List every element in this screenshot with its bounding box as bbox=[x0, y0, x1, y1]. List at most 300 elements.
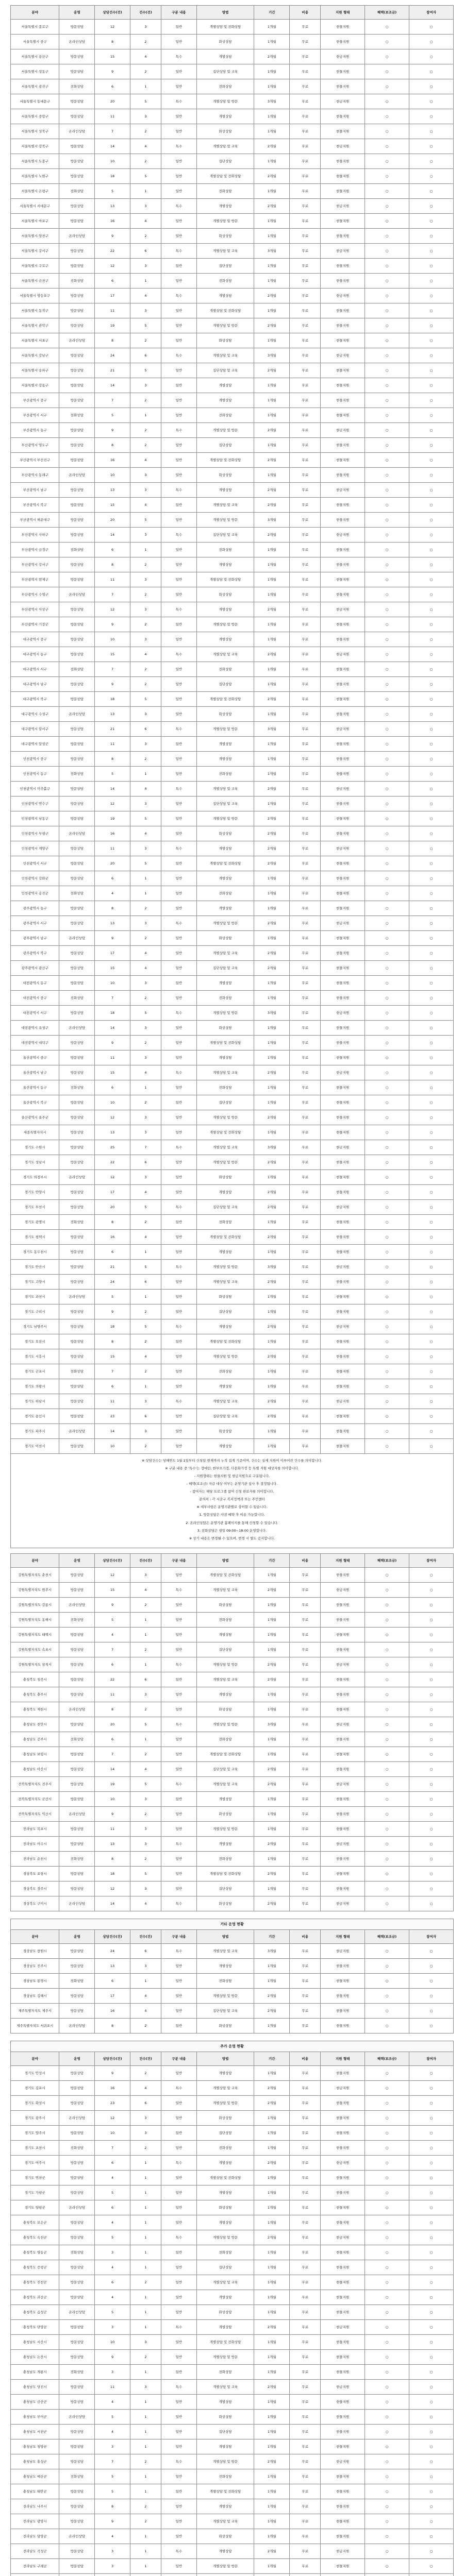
table-row bbox=[11, 303, 454, 318]
table-cell: ○ bbox=[409, 1290, 454, 1304]
table-cell: 개별상담 및 전화상담 bbox=[196, 20, 254, 35]
table-cell: 2 bbox=[130, 1095, 161, 1110]
table-cell: 현물지원 bbox=[321, 1215, 365, 1230]
table-row bbox=[11, 2469, 454, 2484]
table-cell: 방문상담 bbox=[59, 139, 95, 154]
table-cell: 2개월 bbox=[254, 916, 290, 931]
table-cell: 5 bbox=[95, 2185, 130, 2200]
table-cell: 무료 bbox=[290, 274, 321, 289]
table-row bbox=[11, 2185, 454, 2200]
table-cell: 현물지원 bbox=[321, 2018, 365, 2033]
table-cell: 1개월 bbox=[254, 2290, 290, 2304]
table-row bbox=[11, 289, 454, 303]
table-cell: 개별상담 및 교육 bbox=[196, 2275, 254, 2290]
table-cell: 방문상담 bbox=[59, 1747, 95, 1761]
table-cell: 인천광역시 옹진군 bbox=[11, 886, 59, 901]
table-cell: ○ bbox=[365, 1776, 409, 1791]
table-row bbox=[11, 543, 454, 557]
table-cell: 1개월 bbox=[254, 2424, 290, 2439]
table-cell: 광주광역시 광산구 bbox=[11, 961, 59, 976]
table-cell: 방문상담 bbox=[59, 1866, 95, 1881]
table-cell: 경기도 화성시 bbox=[11, 2095, 59, 2110]
table-cell: 현물지원 bbox=[321, 1080, 365, 1095]
table-cell: 방문상담 bbox=[59, 1717, 95, 1732]
table-cell: ○ bbox=[409, 1672, 454, 1687]
table-cell: 방문상담 bbox=[59, 1110, 95, 1125]
table-cell: 3 bbox=[130, 1050, 161, 1065]
table-cell: 서울특별시 노원구 bbox=[11, 169, 59, 184]
table-cell: 무료 bbox=[290, 1702, 321, 1717]
table-body bbox=[11, 1567, 454, 1911]
table-cell: ○ bbox=[365, 1140, 409, 1155]
table-cell: 1개월 bbox=[254, 2170, 290, 2185]
table-cell: 전화상담 bbox=[196, 1973, 254, 1988]
table-cell: 무료 bbox=[290, 662, 321, 677]
table-cell: ○ bbox=[365, 79, 409, 94]
column-header: 상담건수(건) bbox=[95, 6, 130, 20]
table-cell: 전화상담 bbox=[59, 2245, 95, 2260]
table-cell: 화상상담 bbox=[196, 931, 254, 946]
table-cell: 전화상담 bbox=[59, 79, 95, 94]
table-cell: 서울특별시 은평구 bbox=[11, 184, 59, 199]
table-cell: 현금지원 bbox=[321, 483, 365, 498]
table-row bbox=[11, 348, 454, 363]
table-cell: ○ bbox=[365, 1215, 409, 1230]
table-cell: 12 bbox=[95, 259, 130, 274]
table-cell: 무료 bbox=[290, 49, 321, 64]
table-cell: 1개월 bbox=[254, 1732, 290, 1747]
table-cell: 일반 bbox=[161, 2245, 197, 2260]
table-cell: 8 bbox=[95, 1215, 130, 1230]
table-cell: ○ bbox=[409, 274, 454, 289]
table-cell: 11 bbox=[95, 841, 130, 856]
table-cell: 6 bbox=[130, 722, 161, 737]
table-cell: ○ bbox=[365, 363, 409, 378]
table-cell: 무료 bbox=[290, 423, 321, 438]
table-row bbox=[11, 79, 454, 94]
table-cell: 서울특별시 서초구 bbox=[11, 333, 59, 348]
column-header: 기간 bbox=[254, 2052, 290, 2065]
table-cell: ○ bbox=[365, 1597, 409, 1612]
table-cell: 전북특별자치도 익산시 bbox=[11, 1806, 59, 1821]
table-cell: ○ bbox=[409, 408, 454, 423]
table-cell: 무료 bbox=[290, 303, 321, 318]
table-cell: 현물지원 bbox=[321, 1155, 365, 1170]
table-cell: 방문상담 bbox=[59, 1304, 95, 1319]
table-cell: 현물지원 bbox=[321, 363, 365, 378]
table-cell: 개별상담 및 교육 bbox=[196, 1140, 254, 1155]
table-cell: 1 bbox=[130, 2409, 161, 2424]
table-cell: 개별상담 및 교육 bbox=[196, 1394, 254, 1409]
table-cell: ○ bbox=[365, 617, 409, 632]
table-cell: 무료 bbox=[290, 1125, 321, 1140]
table-cell: 전화상담 bbox=[196, 767, 254, 782]
table-row bbox=[11, 1424, 454, 1439]
table-cell: ○ bbox=[409, 1958, 454, 1973]
table-row bbox=[11, 438, 454, 453]
table-cell: 방문상담 bbox=[59, 2499, 95, 2514]
table-cell: 집단상담 및 교육 bbox=[196, 363, 254, 378]
table-cell: 10 bbox=[95, 976, 130, 991]
table-cell: 전라남도 순천시 bbox=[11, 1851, 59, 1866]
table-cell: ○ bbox=[365, 199, 409, 214]
table-cell: 3 bbox=[95, 2544, 130, 2558]
table-cell: 방문상담 bbox=[59, 961, 95, 976]
table-cell: 부산광역시 강서구 bbox=[11, 557, 59, 572]
table-cell: ○ bbox=[365, 49, 409, 64]
table-cell: 3 bbox=[130, 303, 161, 318]
table-cell: 현물지원 bbox=[321, 587, 365, 602]
table-cell: 전화상담 bbox=[59, 2469, 95, 2484]
table-cell: ○ bbox=[365, 124, 409, 139]
table-cell: 서울특별시 종로구 bbox=[11, 20, 59, 35]
table-cell: 2 bbox=[130, 1747, 161, 1761]
table-row bbox=[11, 154, 454, 169]
table-cell: 방문상담 bbox=[59, 2230, 95, 2245]
table-cell: ○ bbox=[409, 782, 454, 796]
table-cell: 일반 bbox=[161, 2290, 197, 2304]
table-cell: 현물지원 bbox=[321, 1732, 365, 1747]
table-row bbox=[11, 2125, 454, 2140]
table-cell: 방문상담 bbox=[59, 453, 95, 468]
table-cell: 1 bbox=[130, 274, 161, 289]
table-cell: ○ bbox=[365, 796, 409, 811]
table-cell: 방문상담 bbox=[59, 1200, 95, 1215]
table-cell: 개별상담 및 방문 bbox=[196, 1260, 254, 1275]
table-cell: 3 bbox=[130, 1791, 161, 1806]
table-cell: 18 bbox=[95, 1319, 130, 1334]
table-cell: 화상상담 bbox=[196, 2409, 254, 2424]
table-row bbox=[11, 752, 454, 767]
table-cell: 개별상담 및 방문 bbox=[196, 1006, 254, 1021]
table-row bbox=[11, 557, 454, 572]
table-cell: 일반 bbox=[161, 976, 197, 991]
table-cell: 일반 bbox=[161, 2260, 197, 2275]
table-cell: 무료 bbox=[290, 1582, 321, 1597]
table-cell: 방문상담 bbox=[59, 572, 95, 587]
table-cell: 1 bbox=[130, 1732, 161, 1747]
table-cell: 방문상담 bbox=[59, 438, 95, 453]
table-cell: 3 bbox=[130, 916, 161, 931]
table-cell: 2 bbox=[130, 154, 161, 169]
table-cell: 17 bbox=[95, 1185, 130, 1200]
table-cell: 일반 bbox=[161, 109, 197, 124]
table-cell: 2 bbox=[130, 1304, 161, 1319]
table-cell: 1개월 bbox=[254, 259, 290, 274]
table-cell: ○ bbox=[365, 1582, 409, 1597]
table-cell: ○ bbox=[409, 1140, 454, 1155]
notice-line: 3. 전화상담은 평일 09:00~18:00 운영합니다. bbox=[197, 1528, 267, 1533]
table-cell: ○ bbox=[365, 2140, 409, 2155]
table-cell: 화상상담 bbox=[196, 826, 254, 841]
table-cell: 7 bbox=[95, 2454, 130, 2469]
table-cell: 특수 bbox=[161, 2080, 197, 2095]
table-cell: ○ bbox=[365, 2514, 409, 2529]
table-cell: 13 bbox=[95, 1125, 130, 1140]
table-cell: 집단상담 및 교육 bbox=[196, 2003, 254, 2018]
table-cell: 3개월 bbox=[254, 1717, 290, 1732]
table-cell: ○ bbox=[365, 1642, 409, 1657]
table-cell: 일반 bbox=[161, 169, 197, 184]
table-cell: 1 bbox=[130, 2245, 161, 2260]
table-cell: 2 bbox=[130, 2514, 161, 2529]
table-cell: 2 bbox=[130, 2499, 161, 2514]
table-cell: ○ bbox=[365, 1717, 409, 1732]
table-cell: 현물지원 bbox=[321, 229, 365, 244]
table-cell: 일반 bbox=[161, 632, 197, 647]
table-cell: 방문상담 bbox=[59, 1988, 95, 2003]
table-cell: 현물지원 bbox=[321, 1973, 365, 1988]
table-cell: ○ bbox=[409, 1065, 454, 1080]
notice-line: ※ 상기 내용은 변경될 수 있으며, 변경 시 별도 공지합니다. bbox=[189, 1536, 275, 1540]
table-cell: 화상상담 bbox=[196, 2110, 254, 2125]
table-cell: 4 bbox=[130, 139, 161, 154]
table-cell: 11 bbox=[95, 109, 130, 124]
table-cell: 일반 bbox=[161, 1349, 197, 1364]
table-cell: 개별상담 및 전화상담 bbox=[196, 169, 254, 184]
table-cell: 일반 bbox=[161, 468, 197, 483]
table-cell: 3 bbox=[130, 1567, 161, 1582]
table-cell: 현물지원 bbox=[321, 991, 365, 1006]
table-cell: 9 bbox=[95, 2349, 130, 2364]
table-cell: 충청남도 서산시 bbox=[11, 2334, 59, 2349]
table-cell: 무료 bbox=[290, 1597, 321, 1612]
table-cell: 현물지원 bbox=[321, 796, 365, 811]
table-cell: 6 bbox=[130, 348, 161, 363]
table-cell: 집단상담 bbox=[196, 1881, 254, 1896]
table-cell: 개별상담 bbox=[196, 2290, 254, 2304]
table-cell: 1개월 bbox=[254, 1080, 290, 1095]
table-cell: 6 bbox=[95, 1379, 130, 1394]
table-cell: 3 bbox=[130, 841, 161, 856]
table-cell: 1 bbox=[130, 2558, 161, 2573]
table-cell: 온라인상담 bbox=[59, 229, 95, 244]
table-cell: ○ bbox=[365, 677, 409, 692]
table-cell: 3 bbox=[130, 572, 161, 587]
table-cell: ○ bbox=[409, 901, 454, 916]
table-cell: 경기도 안성시 bbox=[11, 2065, 59, 2080]
table-cell: 1개월 bbox=[254, 1958, 290, 1973]
table-row bbox=[11, 886, 454, 901]
table-cell: 강원특별자치도 태백시 bbox=[11, 1627, 59, 1642]
table-row bbox=[11, 1319, 454, 1334]
table-cell: 3 bbox=[130, 632, 161, 647]
table-cell: 개별상담 bbox=[196, 976, 254, 991]
table-cell: 현물지원 bbox=[321, 543, 365, 557]
column-header: 지원 형태 bbox=[321, 2052, 365, 2065]
table-cell: 5 bbox=[130, 513, 161, 528]
table-cell: 10 bbox=[95, 1791, 130, 1806]
table-cell: ○ bbox=[365, 1110, 409, 1125]
table-cell: 현물지원 bbox=[321, 1988, 365, 2003]
table-cell: 2개월 bbox=[254, 1275, 290, 1290]
table-cell: ○ bbox=[409, 692, 454, 707]
table-cell: 서울특별시 강서구 bbox=[11, 244, 59, 259]
table-cell: 무료 bbox=[290, 2469, 321, 2484]
table-cell: 전라남도 구례군 bbox=[11, 2558, 59, 2573]
table-cell: 6 bbox=[130, 1943, 161, 1958]
table-row bbox=[11, 2394, 454, 2409]
table-cell: 개별상담 bbox=[196, 2439, 254, 2454]
table-row bbox=[11, 2215, 454, 2230]
table-cell: 2개월 bbox=[254, 1065, 290, 1080]
table-cell: 방문상담 bbox=[59, 1319, 95, 1334]
table-cell: 무료 bbox=[290, 991, 321, 1006]
table-row bbox=[11, 109, 454, 124]
table-cell: ○ bbox=[409, 796, 454, 811]
table-cell: 경상북도 구미시 bbox=[11, 1896, 59, 1911]
table-row bbox=[11, 124, 454, 139]
table-cell: 일반 bbox=[161, 498, 197, 513]
table-cell: 2 bbox=[130, 1334, 161, 1349]
table-cell: ○ bbox=[409, 363, 454, 378]
table-cell: 전북특별자치도 군산시 bbox=[11, 1791, 59, 1806]
table-cell: 무료 bbox=[290, 1080, 321, 1095]
table-cell: ○ bbox=[365, 946, 409, 961]
table-cell: 일반 bbox=[161, 259, 197, 274]
table-cell: 개별상담 및 방문 bbox=[196, 617, 254, 632]
table-cell: 3 bbox=[130, 2379, 161, 2394]
table-cell: ○ bbox=[365, 602, 409, 617]
table-cell: 방문상담 bbox=[59, 1821, 95, 1836]
table-cell: ○ bbox=[365, 229, 409, 244]
table-cell: 충청남도 당진시 bbox=[11, 2379, 59, 2394]
table-cell: 무료 bbox=[290, 587, 321, 602]
table-cell: 일반 bbox=[161, 229, 197, 244]
table-cell: ○ bbox=[409, 2125, 454, 2140]
table-cell: 현금지원 bbox=[321, 2379, 365, 2394]
table-cell: 인천광역시 중구 bbox=[11, 752, 59, 767]
table-cell: 무료 bbox=[290, 1776, 321, 1791]
table-cell bbox=[130, 2573, 161, 2576]
table-cell: 1개월 bbox=[254, 2349, 290, 2364]
table-cell: ○ bbox=[409, 528, 454, 543]
table-cell: 방문상담 bbox=[59, 393, 95, 408]
table-cell: ○ bbox=[365, 2484, 409, 2499]
table-cell: 일반 bbox=[161, 2275, 197, 2290]
table-cell: 방문상담 bbox=[59, 1881, 95, 1896]
table-cell: ○ bbox=[365, 2544, 409, 2558]
table-cell: 개별상담 및 전화상담 bbox=[196, 453, 254, 468]
table-cell: 화상상담 bbox=[196, 2304, 254, 2319]
table-cell: 현물지원 bbox=[321, 259, 365, 274]
table-row bbox=[11, 1215, 454, 1230]
table-row bbox=[11, 2003, 454, 2018]
table-cell: 무료 bbox=[290, 2140, 321, 2155]
table-cell: 무료 bbox=[290, 2215, 321, 2230]
table-cell: ○ bbox=[365, 453, 409, 468]
table-row bbox=[11, 1597, 454, 1612]
table-cell: ○ bbox=[409, 35, 454, 49]
table-cell: 1개월 bbox=[254, 1215, 290, 1230]
table-cell: 1개월 bbox=[254, 274, 290, 289]
table-cell: ○ bbox=[409, 1036, 454, 1050]
table-cell: ○ bbox=[365, 1943, 409, 1958]
table-cell: 일반 bbox=[161, 393, 197, 408]
table-cell: 부산광역시 남구 bbox=[11, 483, 59, 498]
table-cell bbox=[196, 2573, 254, 2576]
table-cell: 5 bbox=[130, 363, 161, 378]
table-cell: 무료 bbox=[290, 1155, 321, 1170]
table-cell: 현물지원 bbox=[321, 2499, 365, 2514]
table-cell: 2개월 bbox=[254, 289, 290, 303]
table-cell: ○ bbox=[365, 587, 409, 602]
table-cell: ○ bbox=[365, 931, 409, 946]
table-cell: 현물지원 bbox=[321, 2558, 365, 2573]
table-cell: 서울특별시 도봉구 bbox=[11, 154, 59, 169]
table-cell: 특수 bbox=[161, 289, 197, 303]
table-cell: 개별상담 bbox=[196, 557, 254, 572]
table-cell: 3개월 bbox=[254, 1260, 290, 1275]
table-cell: 무료 bbox=[290, 20, 321, 35]
table-cell: ○ bbox=[365, 289, 409, 303]
table-cell: 1개월 bbox=[254, 1597, 290, 1612]
table-cell: 전화상담 bbox=[59, 662, 95, 677]
table-cell: 경기도 하남시 bbox=[11, 1394, 59, 1409]
table-cell: 3 bbox=[130, 468, 161, 483]
table-cell: 화상상담 bbox=[196, 229, 254, 244]
table-cell: 6 bbox=[95, 1657, 130, 1672]
table-cell: 일반 bbox=[161, 513, 197, 528]
table-cell: 현물지원 bbox=[321, 2095, 365, 2110]
column-header: 건수(건) bbox=[130, 1553, 161, 1567]
table-cell: ○ bbox=[409, 1597, 454, 1612]
table-cell: ○ bbox=[365, 1275, 409, 1290]
table-cell: 6 bbox=[130, 244, 161, 259]
table-cell: 현금지원 bbox=[321, 2080, 365, 2095]
table-cell: 개별상담 bbox=[196, 2155, 254, 2170]
table-cell: 무료 bbox=[290, 378, 321, 393]
table-cell: 현물지원 bbox=[321, 1379, 365, 1394]
table-cell: ○ bbox=[409, 1582, 454, 1597]
table-cell: 2개월 bbox=[254, 2230, 290, 2245]
table-cell: ○ bbox=[365, 109, 409, 124]
table-cell: 일반 bbox=[161, 333, 197, 348]
table-cell: 온라인상담 bbox=[59, 35, 95, 49]
table-cell: ○ bbox=[409, 2200, 454, 2215]
table-cell: 일반 bbox=[161, 707, 197, 722]
table-cell: 방문상담 bbox=[59, 871, 95, 886]
table-cell: 무료 bbox=[290, 1612, 321, 1627]
table-cell: 울산광역시 중구 bbox=[11, 1050, 59, 1065]
table-cell: 5 bbox=[130, 811, 161, 826]
table-cell: 1개월 bbox=[254, 1379, 290, 1394]
table-cell: ○ bbox=[365, 856, 409, 871]
table-cell: 3 bbox=[130, 2110, 161, 2125]
table-cell: 1개월 bbox=[254, 677, 290, 692]
table-cell: 무료 bbox=[290, 229, 321, 244]
table-cell: 20 bbox=[95, 1717, 130, 1732]
table-cell: 전화상담 bbox=[196, 662, 254, 677]
table-row bbox=[11, 1065, 454, 1080]
table-cell: 2개월 bbox=[254, 1896, 290, 1911]
table-row bbox=[11, 1394, 454, 1409]
table-cell: 무료 bbox=[290, 602, 321, 617]
table-cell: ○ bbox=[365, 408, 409, 423]
table-cell: 무료 bbox=[290, 2110, 321, 2125]
table-cell: 개별상담 bbox=[196, 1245, 254, 1260]
table-cell: 1개월 bbox=[254, 438, 290, 453]
table-cell: 전화상담 bbox=[59, 543, 95, 557]
table-cell: 방문상담 bbox=[59, 1140, 95, 1155]
table-cell: 2 bbox=[130, 677, 161, 692]
table-cell: 현물지원 bbox=[321, 1881, 365, 1896]
table-cell: 3 bbox=[130, 1687, 161, 1702]
table-cell: 충청남도 보령시 bbox=[11, 1747, 59, 1761]
table-cell: ○ bbox=[409, 154, 454, 169]
table-cell: ○ bbox=[409, 483, 454, 498]
table-row bbox=[11, 139, 454, 154]
